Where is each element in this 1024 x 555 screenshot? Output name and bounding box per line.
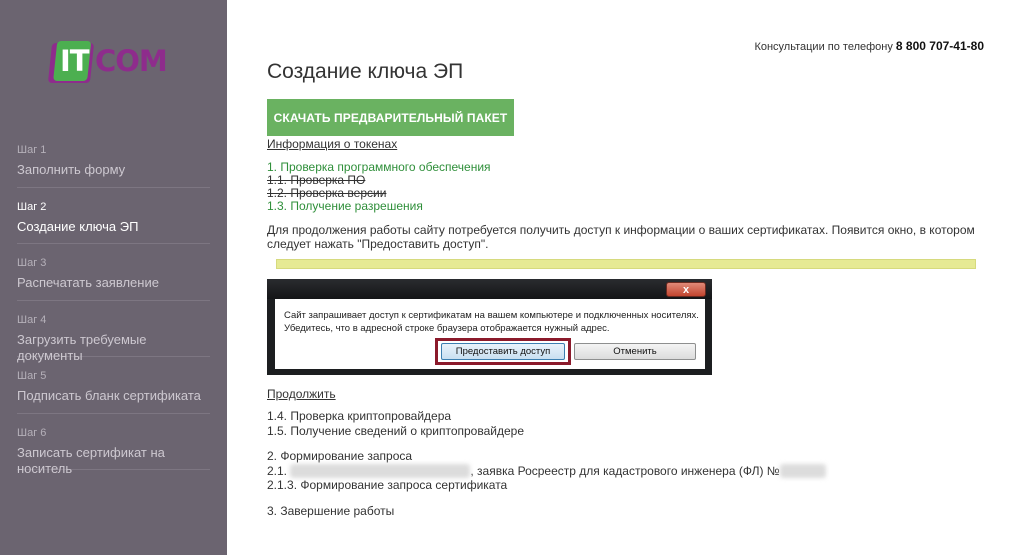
check-item-1: 1. Проверка программного обеспечения: [267, 160, 491, 174]
page-title: Создание ключа ЭП: [267, 60, 464, 83]
sidebar-step-1[interactable]: [17, 131, 210, 188]
status-highlight-bar: [276, 259, 976, 269]
sidebar-step-3[interactable]: [17, 244, 210, 301]
software-check-list: [267, 161, 491, 213]
allow-button-highlight: [435, 338, 571, 365]
step-title: Загрузить требуемые документы: [17, 331, 147, 363]
phone-consultation: [754, 39, 984, 53]
dialog-message-line-1: Сайт запрашивает доступ к сертификатам на вашем компьютере и подключенных носителях.: [284, 310, 699, 321]
list-item-prefix: 2.1.: [267, 463, 288, 478]
step-number: Шаг 5: [17, 370, 47, 382]
cancel-button: Отменить: [574, 343, 696, 360]
list-item-text: , заявка Росреестр для кадастрового инженера (ФЛ) №: [470, 463, 780, 478]
step-title: Подписать бланк сертификата: [17, 388, 201, 403]
logo-com-text: COM: [95, 44, 167, 78]
sidebar-step-4[interactable]: [17, 301, 210, 363]
phone-number[interactable]: 8 800 707-41-80: [895, 39, 984, 53]
list-item-2-1: [267, 464, 826, 479]
step-number: Шаг 6: [17, 426, 47, 439]
sidebar-step-5[interactable]: [17, 357, 210, 414]
step-number: Шаг 1: [17, 144, 47, 156]
list-item: 2. Формирование запроса: [267, 449, 413, 463]
check-item-1-1: 1.1. Проверка ПО: [267, 173, 366, 187]
steps-nav: [17, 131, 210, 476]
redacted-name: [290, 464, 470, 479]
dialog-message: [284, 309, 704, 335]
itcom-logo[interactable]: [50, 40, 175, 88]
download-package-button[interactable]: СКАЧАТЬ ПРЕДВАРИТЕЛЬНЫЙ ПАКЕТ: [267, 99, 514, 136]
list-item: 3. Завершение работы: [267, 503, 395, 518]
access-info-text: Для продолжения работы сайту потребуется получить доступ к информации о ваших сертификатах. Появится окно, в котором следует нажать "Предоставить доступ".: [267, 223, 975, 251]
sidebar-step-6[interactable]: [17, 414, 210, 476]
redacted-number: [780, 464, 826, 479]
step-number: Шаг 2: [17, 200, 47, 213]
list-item: 1.4. Проверка криптопровайдера: [267, 409, 452, 423]
step-title: Распечатать заявление: [17, 275, 159, 290]
list-item: 2.1.3. Формирование запроса сертификата: [267, 478, 508, 492]
logo-it-text: IT: [60, 44, 89, 78]
token-info-link[interactable]: Информация о токенах: [267, 137, 398, 151]
step-title: Создание ключа ЭП: [17, 218, 139, 234]
step-title: Записать сертификат на носитель: [17, 444, 165, 476]
remaining-steps-list: [267, 409, 826, 529]
step-number: Шаг 3: [17, 257, 47, 269]
check-item-1-2: 1.2. Проверка версии: [267, 186, 387, 200]
dialog-body: [275, 299, 705, 369]
step-number: Шаг 4: [17, 313, 47, 326]
list-item: 1.5. Получение сведений о криптопровайдере: [267, 423, 524, 438]
sidebar-step-2[interactable]: [17, 188, 210, 245]
continue-link[interactable]: Продолжить: [267, 387, 336, 401]
dialog-titlebar: [267, 279, 712, 299]
step-title: Заполнить форму: [17, 162, 126, 177]
check-item-1-3: 1.3. Получение разрешения: [267, 199, 423, 213]
close-icon: x: [666, 282, 706, 297]
phone-label: Консультации по телефону: [754, 41, 893, 53]
access-dialog-screenshot: [267, 279, 712, 375]
allow-access-button: Предоставить доступ: [441, 343, 565, 360]
sidebar: [0, 0, 227, 555]
dialog-message-line-2: Убедитесь, что в адресной строке браузера отображается нужный адрес.: [284, 323, 610, 334]
